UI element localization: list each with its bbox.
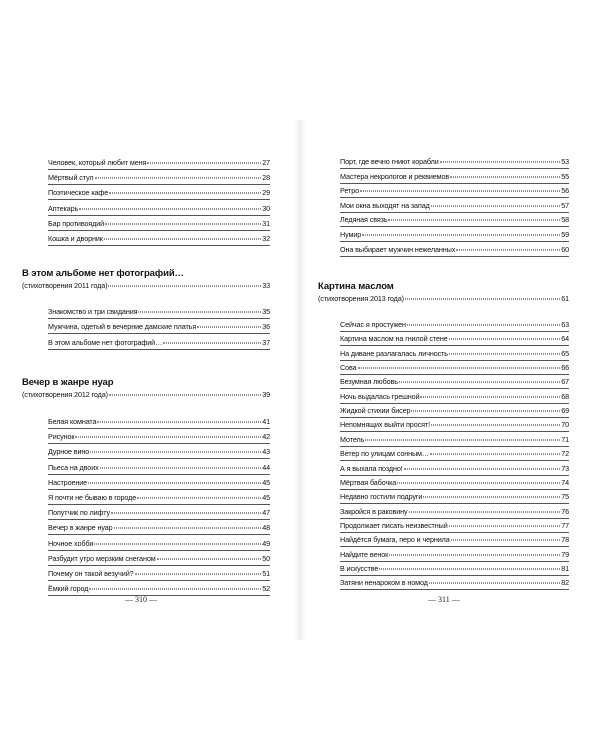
toc-entry xyxy=(48,569,270,581)
toc-entry-page: 43 xyxy=(262,447,270,457)
toc-entry-title: Жидкой стихии бисер xyxy=(340,406,411,416)
toc-entry-title: Рисунок xyxy=(48,432,75,442)
toc-entry-title: Закройся в раковину xyxy=(340,506,408,516)
right-toc-list xyxy=(300,0,600,750)
toc-entry xyxy=(340,392,569,404)
toc-entry-title: Она выбирает мужчин нежеланных xyxy=(340,244,456,254)
toc-entry xyxy=(340,420,569,432)
dot-leader xyxy=(90,452,261,453)
right-page xyxy=(300,0,600,750)
toc-entry xyxy=(48,204,270,216)
toc-entry-title: Настроение xyxy=(48,477,88,487)
toc-entry-page: 65 xyxy=(561,348,569,358)
dot-leader xyxy=(409,511,561,512)
toc-entry xyxy=(340,521,569,533)
left-page-number: — 310 — xyxy=(125,595,157,604)
toc-entry xyxy=(340,230,569,242)
toc-entry-page: 30 xyxy=(262,203,270,213)
toc-entry xyxy=(48,523,270,535)
toc-entry-title: Бар противоядий xyxy=(48,218,105,228)
section-title: Вечер в жанре нуар xyxy=(22,377,114,388)
toc-entry xyxy=(48,447,270,459)
dot-leader xyxy=(104,239,261,240)
toc-entry-title: Белая комната xyxy=(48,417,97,426)
toc-entry-title: Ёмкий город xyxy=(48,584,89,594)
dot-leader xyxy=(449,525,561,526)
toc-entry xyxy=(340,564,569,576)
dot-leader xyxy=(75,437,261,438)
toc-entry-page: 66 xyxy=(561,363,569,373)
toc-entry-page: 28 xyxy=(262,173,270,183)
section-subtitle-text: (стихотворения 2013 года) xyxy=(318,294,404,303)
section-subtitle xyxy=(22,281,270,291)
dot-leader xyxy=(79,208,261,209)
dot-leader xyxy=(365,439,560,440)
dot-leader xyxy=(137,498,261,499)
dot-leader xyxy=(108,286,261,287)
toc-entry-title: Аптекарь xyxy=(48,203,79,213)
dot-leader xyxy=(449,339,561,340)
toc-entry xyxy=(48,417,270,429)
toc-entry-title: Ночь выдалась грешной xyxy=(340,391,420,401)
dot-leader xyxy=(100,467,262,468)
toc-entry xyxy=(48,307,270,319)
toc-entry-title: Ветер по улицам сонным… xyxy=(340,449,429,459)
dot-leader xyxy=(114,528,262,529)
toc-entry-title: Непомнящих выйти просят! xyxy=(340,420,430,430)
toc-entry-page: 41 xyxy=(262,417,270,426)
toc-entry xyxy=(340,550,569,562)
toc-entry-title: Попутчик по лифту xyxy=(48,508,110,518)
toc-entry-title: А я выхала поздно! xyxy=(340,463,403,473)
dot-leader xyxy=(89,589,261,590)
toc-entry-page: 74 xyxy=(561,477,569,487)
toc-entry-page: 27 xyxy=(262,158,270,167)
dot-leader xyxy=(397,482,560,483)
toc-entry xyxy=(48,508,270,520)
dot-leader xyxy=(197,327,261,328)
dot-leader xyxy=(404,468,561,469)
toc-entry xyxy=(48,432,270,444)
toc-entry-title: Сейчас я простужен xyxy=(340,320,406,329)
section-subtitle-text: (стихотворения 2011 года) xyxy=(22,281,108,290)
toc-entry xyxy=(48,173,270,185)
toc-entry-title: Порт, где вечно гниют корабли xyxy=(340,157,439,166)
toc-entry-page: 55 xyxy=(561,171,569,181)
toc-entry xyxy=(48,463,270,475)
toc-entry xyxy=(340,172,569,184)
toc-entry-page: 37 xyxy=(262,337,270,347)
toc-entry-title: Мотель xyxy=(340,434,365,444)
dot-leader xyxy=(388,220,560,221)
dot-leader xyxy=(405,299,560,300)
toc-entry-page: 77 xyxy=(561,520,569,530)
toc-entry-page: 78 xyxy=(561,535,569,545)
toc-entry-page: 75 xyxy=(561,492,569,502)
dot-leader xyxy=(362,235,560,236)
toc-entry-title: На диване разлагалась личность xyxy=(340,348,448,358)
toc-entry-page: 35 xyxy=(262,307,270,316)
dot-leader xyxy=(109,395,261,396)
toc-entry-page: 68 xyxy=(561,391,569,401)
toc-entry-page: 56 xyxy=(561,186,569,196)
toc-entry-title: Ледяная связь xyxy=(340,215,388,225)
toc-entry-title: В этом альбоме нет фотографий… xyxy=(48,337,163,347)
toc-entry xyxy=(340,478,569,490)
toc-entry xyxy=(340,492,569,504)
dot-leader xyxy=(456,249,560,250)
toc-entry xyxy=(340,464,569,476)
toc-entry-page: 32 xyxy=(262,234,270,243)
toc-entry xyxy=(48,158,270,170)
toc-entry-page: 69 xyxy=(561,406,569,416)
toc-entry-title: Пьеса на двоих xyxy=(48,462,99,472)
dot-leader xyxy=(97,422,261,423)
toc-entry xyxy=(340,320,569,332)
dot-leader xyxy=(451,540,561,541)
toc-entry-title: Мёртвая бабочка xyxy=(340,477,397,487)
toc-entry-page: 76 xyxy=(561,506,569,516)
dot-leader xyxy=(423,497,560,498)
toc-entry-page: 73 xyxy=(561,463,569,473)
toc-entry xyxy=(340,245,569,257)
toc-entry xyxy=(48,539,270,551)
dot-leader xyxy=(111,513,261,514)
toc-entry xyxy=(48,338,270,350)
section-subtitle-page: 39 xyxy=(262,390,270,399)
dot-leader xyxy=(389,554,560,555)
toc-entry-page: 63 xyxy=(561,320,569,329)
toc-entry-page: 29 xyxy=(262,188,270,198)
toc-entry xyxy=(340,363,569,375)
dot-leader xyxy=(450,176,560,177)
toc-entry xyxy=(48,188,270,200)
toc-entry-page: 58 xyxy=(561,215,569,225)
toc-entry-page: 47 xyxy=(262,508,270,518)
toc-entry-page: 48 xyxy=(262,523,270,533)
section-title: Картина маслом xyxy=(318,281,394,292)
section-subtitle-page: 61 xyxy=(561,294,569,303)
toc-entry xyxy=(340,435,569,447)
toc-entry xyxy=(340,377,569,389)
toc-entry xyxy=(340,535,569,547)
dot-leader xyxy=(430,454,560,455)
toc-entry-title: Сова xyxy=(340,363,357,373)
toc-entry xyxy=(340,349,569,361)
toc-entry-title: Мужчина, одетый в вечерние дамские платья xyxy=(48,322,197,332)
toc-entry-page: 52 xyxy=(262,584,270,594)
section-subtitle-page: 33 xyxy=(262,281,270,290)
dot-leader xyxy=(379,568,560,569)
toc-entry-title: Знакомство и три свидания xyxy=(48,307,138,316)
dot-leader xyxy=(135,574,262,575)
dot-leader xyxy=(399,382,560,383)
dot-leader xyxy=(411,411,560,412)
toc-entry-title: Почему он такой везучий? xyxy=(48,569,134,578)
toc-entry xyxy=(340,215,569,227)
toc-entry-page: 31 xyxy=(262,218,270,228)
toc-entry-title: Мёртвый стул xyxy=(48,173,94,183)
toc-entry-title: Разбудит утро мерзким снеганом xyxy=(48,553,156,563)
toc-entry xyxy=(48,554,270,566)
toc-entry xyxy=(340,201,569,213)
toc-entry-title: Дурное вино xyxy=(48,447,90,457)
section-title: В этом альбоме нет фотографий… xyxy=(22,268,184,279)
toc-entry xyxy=(48,493,270,505)
toc-entry-title: Нумир xyxy=(340,230,362,239)
dot-leader xyxy=(109,193,261,194)
toc-entry-title: Картина маслом на гнилой стене xyxy=(340,334,448,344)
toc-entry xyxy=(340,578,569,590)
toc-entry-page: 53 xyxy=(561,157,569,166)
toc-entry-page: 81 xyxy=(561,563,569,573)
toc-entry-title: Мои окна выходят на запад xyxy=(340,200,430,210)
toc-entry-title: Человек, который любит меня xyxy=(48,158,147,167)
toc-entry-page: 72 xyxy=(561,449,569,459)
toc-entry-page: 42 xyxy=(262,432,270,442)
toc-entry-title: Поэтическое кафе xyxy=(48,188,109,198)
toc-entry xyxy=(48,219,270,231)
toc-entry-page: 82 xyxy=(561,578,569,588)
toc-entry-title: Продолжает писать неизвестный xyxy=(340,520,448,530)
toc-entry-title: Безумная любовь xyxy=(340,377,398,387)
toc-entry xyxy=(340,406,569,418)
toc-entry xyxy=(340,157,569,169)
toc-entry xyxy=(48,584,270,596)
section-subtitle xyxy=(318,294,569,304)
dot-leader xyxy=(138,312,261,313)
toc-entry-title: В искусстве xyxy=(340,563,379,573)
section-subtitle-text: (стихотворения 2012 года) xyxy=(22,390,108,399)
toc-entry-title: Я почти не бываю в городе xyxy=(48,493,137,502)
toc-entry-page: 64 xyxy=(561,334,569,344)
toc-entry xyxy=(48,322,270,334)
right-page-number: — 311 — xyxy=(428,595,460,604)
toc-entry-page: 45 xyxy=(262,477,270,487)
toc-entry-page: 71 xyxy=(561,434,569,444)
toc-entry xyxy=(340,449,569,461)
dot-leader xyxy=(163,342,261,343)
dot-leader xyxy=(157,558,262,559)
toc-entry-title: Недавно гостили подруги xyxy=(340,492,423,502)
toc-entry-page: 36 xyxy=(262,322,270,332)
toc-entry xyxy=(48,478,270,490)
toc-entry-page: 60 xyxy=(561,244,569,254)
dot-leader xyxy=(420,396,560,397)
dot-leader xyxy=(147,163,261,164)
dot-leader xyxy=(358,368,561,369)
dot-leader xyxy=(431,205,560,206)
dot-leader xyxy=(440,162,561,163)
toc-entry-title: Кошка и дворник xyxy=(48,234,103,243)
toc-entry-title: Мастера некрологов и реквиемов xyxy=(340,171,450,181)
dot-leader xyxy=(429,583,560,584)
toc-entry xyxy=(340,507,569,519)
toc-entry-page: 79 xyxy=(561,549,569,559)
toc-entry-page: 51 xyxy=(262,569,270,578)
toc-entry xyxy=(340,186,569,198)
toc-entry-page: 44 xyxy=(262,462,270,472)
dot-leader xyxy=(360,191,560,192)
dot-leader xyxy=(449,353,560,354)
section-subtitle xyxy=(22,390,270,400)
dot-leader xyxy=(407,325,560,326)
toc-entry xyxy=(340,334,569,346)
toc-entry-page: 57 xyxy=(561,200,569,210)
dot-leader xyxy=(94,543,261,544)
toc-entry-page: 45 xyxy=(262,493,270,502)
toc-entry-title: Ночное хобби xyxy=(48,538,94,548)
toc-entry-page: 67 xyxy=(561,377,569,387)
toc-entry-title: Затяни ненароком в номод xyxy=(340,578,428,588)
toc-entry-title: Найдётся бумага, перо и чернила xyxy=(340,535,450,545)
toc-entry-page: 70 xyxy=(561,420,569,430)
toc-entry-title: Найдите венок xyxy=(340,549,389,559)
toc-entry-page: 59 xyxy=(561,230,569,239)
dot-leader xyxy=(95,178,262,179)
toc-entry-page: 49 xyxy=(262,538,270,548)
dot-leader xyxy=(105,223,261,224)
toc-entry-title: Ретро xyxy=(340,186,360,196)
toc-entry-page: 50 xyxy=(262,553,270,563)
dot-leader xyxy=(88,482,261,483)
toc-entry-title: Вечер в жанре нуар xyxy=(48,523,113,533)
toc-entry xyxy=(48,234,270,246)
dot-leader xyxy=(431,425,560,426)
